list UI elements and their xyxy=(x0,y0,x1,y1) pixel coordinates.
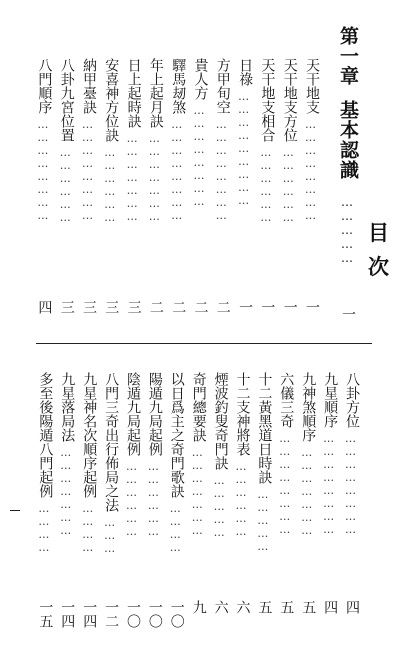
toc-entry-leader-dots: ……………… xyxy=(58,146,72,224)
toc-entry-leader-dots: …………………… xyxy=(278,432,292,536)
toc-entry-title: 貴人方 xyxy=(192,58,209,100)
toc-entry-title: 日祿 xyxy=(237,58,254,86)
toc-entry-title: 十二支神將表 xyxy=(234,372,251,456)
toc-entry-page-number: 四 xyxy=(344,600,360,614)
toc-entry-page-number: 一 xyxy=(304,300,320,314)
toc-entry-page-number: 二 xyxy=(192,300,209,314)
toc-entry-title: 八卦九宮位置 xyxy=(58,58,75,142)
toc-entry-leader-dots: ……………………… xyxy=(237,90,251,207)
toc-entry-leader-dots: ………………… xyxy=(147,132,161,223)
toc-entry-leader-dots: ……………… xyxy=(234,460,248,538)
toc-entry-page-number: 五 xyxy=(300,600,317,614)
toc-entry-leader-dots: …………………… xyxy=(170,118,184,222)
toc-entry-page-number: 一〇 xyxy=(168,600,185,628)
section-divider xyxy=(36,343,372,344)
toc-entry-title: 天干地支方位 xyxy=(281,58,298,142)
toc-entry-leader-dots: ………………… xyxy=(125,132,139,223)
toc-entry-leader-dots: …………………… xyxy=(344,432,357,536)
toc-entry-page-number: 一四 xyxy=(81,600,98,628)
toc-entry-leader-dots: ………… xyxy=(168,502,182,554)
toc-entry-leader-dots: …………………… xyxy=(322,432,336,536)
toc-entry-title: 多至後陽遁八門起例 xyxy=(37,372,54,498)
chapter-heading xyxy=(338,26,357,180)
toc-entry-leader-dots: …………………… xyxy=(192,104,206,208)
toc-entry-title: 以日爲主之奇門歌訣 xyxy=(168,372,185,498)
toc-entry-page-number: 九 xyxy=(190,600,207,614)
toc-entry-leader-dots: …………………… xyxy=(36,118,50,222)
toc-entry-page-number: 二 xyxy=(170,300,187,314)
toc-entry-title: 八門順序 xyxy=(36,58,53,114)
toc-title-char-1: 目 xyxy=(368,220,389,245)
toc-entry-leader-dots: …………………… xyxy=(304,118,317,222)
toc-entry-title: 十二黃黑道日時訣 xyxy=(256,372,273,484)
toc-entry-leader-dots: ……… xyxy=(103,516,117,555)
toc-entry-page-number: 一 xyxy=(281,300,298,314)
toc-entry-leader-dots: ………………… xyxy=(190,446,204,537)
toc-entry-title: 煙波釣叟奇門訣 xyxy=(212,372,229,470)
toc-entry-leader-dots: …………… xyxy=(256,488,270,553)
toc-entry-page-number: 三 xyxy=(125,300,142,314)
toc-entry-title: 天干地支 xyxy=(304,58,320,114)
toc-entry-page-number: 一 xyxy=(259,300,276,314)
toc-entry-leader-dots: ……………… xyxy=(125,460,138,538)
chapter-number: 第一章 xyxy=(337,26,359,86)
toc-entry-title: 安喜神方位訣 xyxy=(103,58,120,142)
folio-page-number xyxy=(10,510,20,511)
toc-entry-title: 八卦方位 xyxy=(344,372,360,428)
toc-entry-page-number: 四 xyxy=(322,600,339,614)
toc-entry-page-number: 一四 xyxy=(59,600,76,628)
toc-entry-title: 陽遁九局起例 xyxy=(146,372,163,456)
toc-entry-title: 九星順序 xyxy=(322,372,339,428)
toc-entry-title: 納甲臺訣 xyxy=(81,58,97,114)
toc-entry-leader-dots: ……………… xyxy=(146,460,160,538)
chapter-page-number: 一 xyxy=(340,307,356,321)
toc-entry-page-number: 四 xyxy=(36,300,53,314)
toc-entry-title: 驛馬刼煞 xyxy=(170,58,187,114)
toc-entry-page-number: 五 xyxy=(256,600,273,614)
toc-entry-page-number: 五 xyxy=(278,600,295,614)
toc-entry-title: 九星落局法 xyxy=(59,372,76,442)
toc-entry-leader-dots: …………………… xyxy=(214,118,228,222)
toc-entry-page-number: 三 xyxy=(58,300,75,314)
toc-title-char-2: 次 xyxy=(368,254,389,279)
toc-entry-title: 奇門總要訣 xyxy=(190,372,207,442)
toc-entry-title: 方甲旬空 xyxy=(214,58,231,114)
toc-entry-page-number: 一二 xyxy=(103,600,120,628)
toc-entry-page-number: 三 xyxy=(103,300,120,314)
toc-entry-leader-dots: ………………… xyxy=(59,446,73,537)
toc-entry-leader-dots: …………… xyxy=(212,474,226,539)
toc-entry-page-number: 一〇 xyxy=(146,600,163,628)
toc-entry-title: 年上起月訣 xyxy=(147,58,164,128)
toc-entry-page-number: 三 xyxy=(81,300,97,314)
toc-entry-page-number: 一〇 xyxy=(125,600,141,628)
toc-entry-title: 九星神名次順序起例 xyxy=(81,372,98,498)
chapter-leader-dots: …………… xyxy=(340,195,354,265)
chapter-title: 基本認識 xyxy=(337,100,359,180)
toc-entry-leader-dots: ………………… xyxy=(300,446,314,537)
toc-entry-leader-dots: ……………… xyxy=(103,146,117,224)
toc-entry-leader-dots: ……………… xyxy=(281,146,295,224)
toc-entry-title: 九神煞順序 xyxy=(300,372,317,442)
toc-entry-title: 陰遁九局起例 xyxy=(125,372,141,456)
toc-entry-page-number: 二 xyxy=(214,300,231,314)
toc-entry-title: 八門三奇出行佈局之法 xyxy=(103,372,120,512)
toc-entry-leader-dots: ……………… xyxy=(259,146,273,224)
toc-entry-title: 天干地支相合 xyxy=(259,58,276,142)
toc-entry-leader-dots: ………… xyxy=(81,502,95,554)
toc-entry-page-number: 六 xyxy=(234,600,251,614)
toc-entry-page-number: 一五 xyxy=(37,600,54,628)
toc-entry-title: 日上起時訣 xyxy=(125,58,142,128)
toc-entry-leader-dots: …………………… xyxy=(81,118,94,222)
toc-entry-page-number: 一 xyxy=(237,300,254,314)
toc-entry-title: 六儀三奇 xyxy=(278,372,295,428)
toc-entry-page-number: 二 xyxy=(147,300,164,314)
toc-entry-page-number: 六 xyxy=(212,600,229,614)
toc-entry-leader-dots: ………… xyxy=(37,502,51,554)
